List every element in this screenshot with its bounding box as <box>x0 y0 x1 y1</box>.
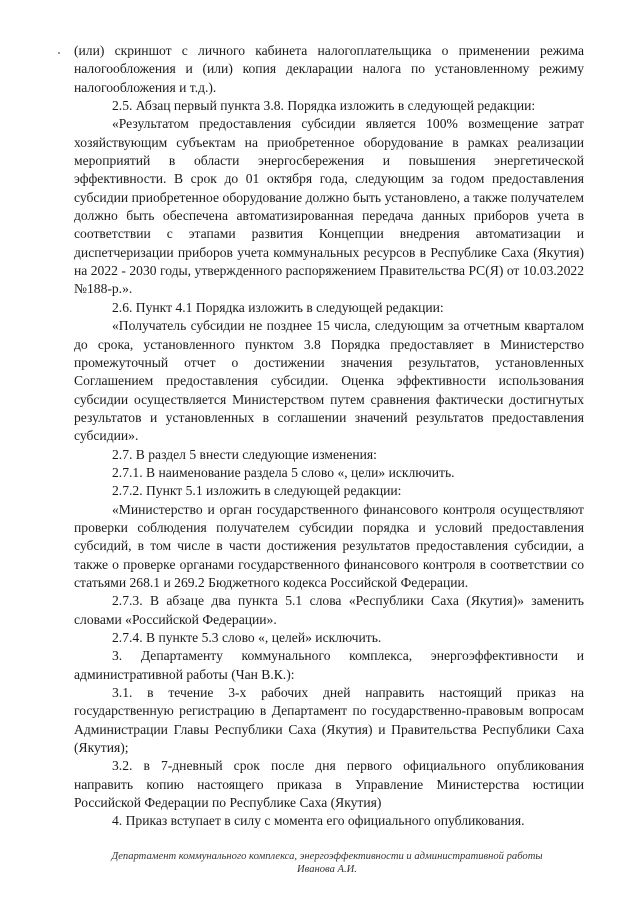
paragraph-2-7-2-text: «Министерство и орган государственного финансового контроля осуществляют проверки соблюдения получателем субсидии порядка и условий предоставления субсидий, в том числе в части достижения результатов предоставления субсидии, а также о проверке органами государственного финансового контроля в соответствии со статьями 268.1 и 269.2 Бюджетного кодекса Российской Федерации. <box>74 501 584 590</box>
paragraph-3-1: 3.1. в течение 3-х рабочих дней направить настоящий приказ на государственную регистрацию в Департамент по государственно-правовым вопросам Администрации Главы Республики Саха (Якутия) и Правительства Республики Саха (Якутия); <box>74 685 584 756</box>
paragraph-2-7-2: 2.7.2. Пункт 5.1 изложить в следующей редакции: <box>112 483 402 499</box>
paragraph-3-2: 3.2. в 7-дневный срок после дня первого официального опубликования направить копию настоящего приказа в Управление Министерства юстиции Российской Федерации по Республике Саха (Якутия) <box>74 758 584 811</box>
document-body <box>74 42 584 831</box>
paragraph-3: 3. Департаменту коммунального комплекса, энергоэффективности и административной работы (Чан В.К.): <box>74 648 584 682</box>
paragraph-2-6-text: «Получатель субсидии не позднее 15 числа, следующим за отчетным кварталом до срока, установленного пунктом 3.8 Порядка предоставляет в Министерство промежуточный отчет о достижении значения результатов, установленных Соглашением предоставления субсидии. Оценка эффективности использования субсидии осуществляется Министерством путем сравнения фактически достигнутых результатов и установленных в соглашении значений результатов предоставления субсидии». <box>74 318 584 444</box>
paragraph-2-7-3: 2.7.3. В абзаце два пункта 5.1 слова «Республики Саха (Якутия)» заменить словами «Российской Федерации». <box>74 593 584 627</box>
paragraph-2-5-heading: 2.5. Абзац первый пункта 3.8. Порядка изложить в следующей редакции: <box>112 98 536 114</box>
footer-signatory: Иванова А.И. <box>297 864 357 875</box>
paragraph-2-7: 2.7. В раздел 5 внести следующие изменения: <box>112 446 377 462</box>
margin-dot <box>58 52 60 54</box>
paragraph-2-7-1: 2.7.1. В наименование раздела 5 слово «, цели» исключить. <box>112 464 455 480</box>
page-footer <box>60 850 594 876</box>
paragraph-2-6-heading: 2.6. Пункт 4.1 Порядка изложить в следующей редакции: <box>112 299 444 315</box>
paragraph-2-7-4: 2.7.4. В пункте 5.3 слово «, целей» исключить. <box>112 630 382 645</box>
paragraph-2-5-text: «Результатом предоставления субсидии является 100% возмещение затрат хозяйствующим субъектам на приобретенное оборудование в рамках реализации мероприятий в области энергосбережения и повышения энергетической эффективности. В срок до 01 октября года, следующим за годом предоставления субсидии приобретенное оборудование должно быть установлено, а также получателем должно быть обеспечена автоматизированная передача данных приборов учета в соответствии с этапами развития Концепции внедрения автоматизации и диспетчеризации приборов учета коммунальных ресурсов в Республике Саха (Якутия) на 2022 - 2030 годы, утвержденного распоряжением Правительства РС(Я) от 10.03.2022 №188-р.». <box>74 116 584 297</box>
footer-department: Департамент коммунального комплекса, энергоэффективности и административной работы <box>111 851 543 862</box>
paragraph-continuation: (или) скриншот с личного кабинета налогоплательщика о применении режима налогообложения и (или) копия декларации налога по установленному режиму налогообложения и т.д.). <box>74 43 584 95</box>
paragraph-4: 4. Приказ вступает в силу с момента его официального опубликования. <box>112 813 525 829</box>
